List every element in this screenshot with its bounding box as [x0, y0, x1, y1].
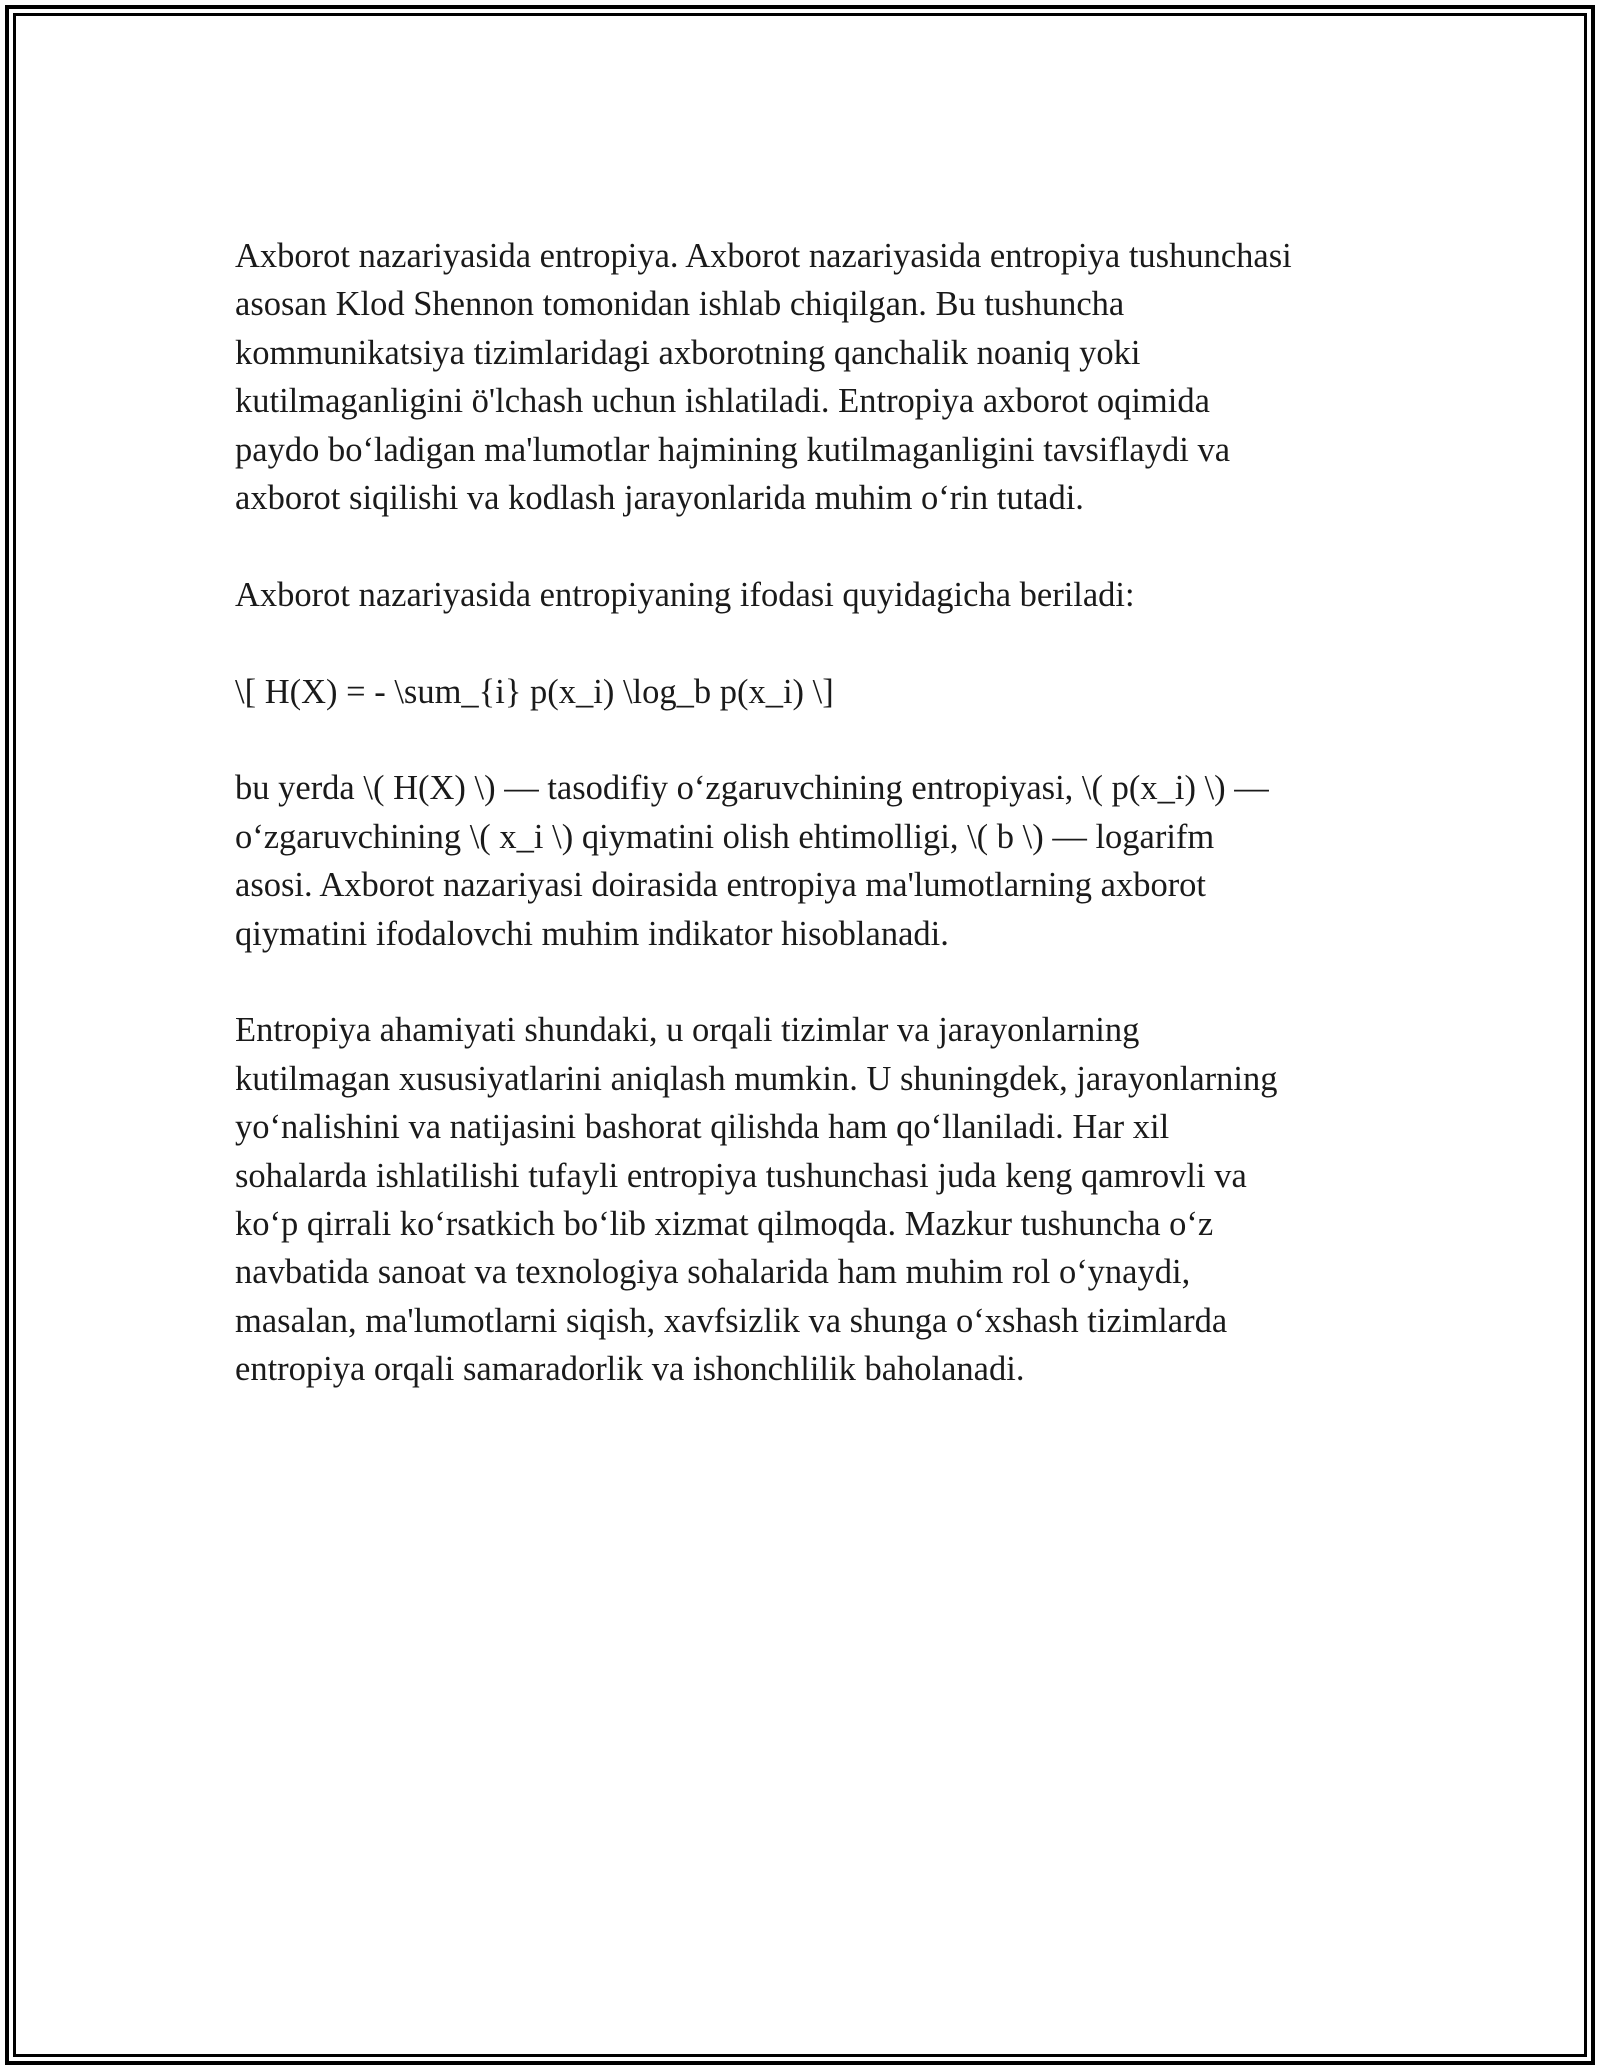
formula-explanation-paragraph: bu yerda \( H(X) \) — tasodifiy o‘zgaruvchining entropiyasi, \( p(x_i) \) — o‘zgaruvchining \( x_i \) qiymatini olish ehtimolligi, \( b \) — logarifm asosi. Axborot nazariyasi doirasida entropiya ma'lumotlarning axborot qiymatini ifodalovchi muhim indikator hisoblanadi.: [235, 769, 1269, 953]
entropy-formula: \[ H(X) = - \sum_{i} p(x_i) \log_b p(x_i) \]: [235, 672, 834, 711]
formula-intro-paragraph: Axborot nazariyasida entropiyaning ifodasi quyidagicha beriladi:: [235, 575, 1135, 614]
intro-paragraph: Axborot nazariyasida entropiya. Axborot nazariyasida entropiya tushunchasi asosan Klod Shennon tomonidan ishlab chiqilgan. Bu tushuncha kommunikatsiya tizimlaridagi axborotning qanchalik noaniq yoki kutilmaganligini ö'lchash uchun ishlatiladi. Entropiya axborot oqimida paydo bo‘ladigan ma'lumotlar hajmining kutilmaganligini tavsiflaydi va axborot siqilishi va kodlash jarayonlarida muhim o‘rin tutadi.: [235, 237, 1292, 518]
document-body: [235, 232, 1385, 1394]
significance-paragraph: Entropiya ahamiyati shundaki, u orqali tizimlar va jarayonlarning kutilmagan xususiyatlarini aniqlash mumkin. U shuningdek, jarayonlarning yo‘nalishini va natijasini bashorat qilishda ham qo‘llaniladi. Har xil sohalarda ishlatilishi tufayli entropiya tushunchasi juda keng qamrovli va ko‘p qirrali ko‘rsatkich bo‘lib xizmat qilmoqda. Mazkur tushuncha o‘z navbatida sanoat va texnologiya sohalarida ham muhim rol o‘ynaydi, masalan, ma'lumotlarni siqish, xavfsizlik va shunga o‘xshash tizimlarda entropiya orqali samaradorlik va ishonchlilik baholanadi.: [235, 1011, 1278, 1389]
